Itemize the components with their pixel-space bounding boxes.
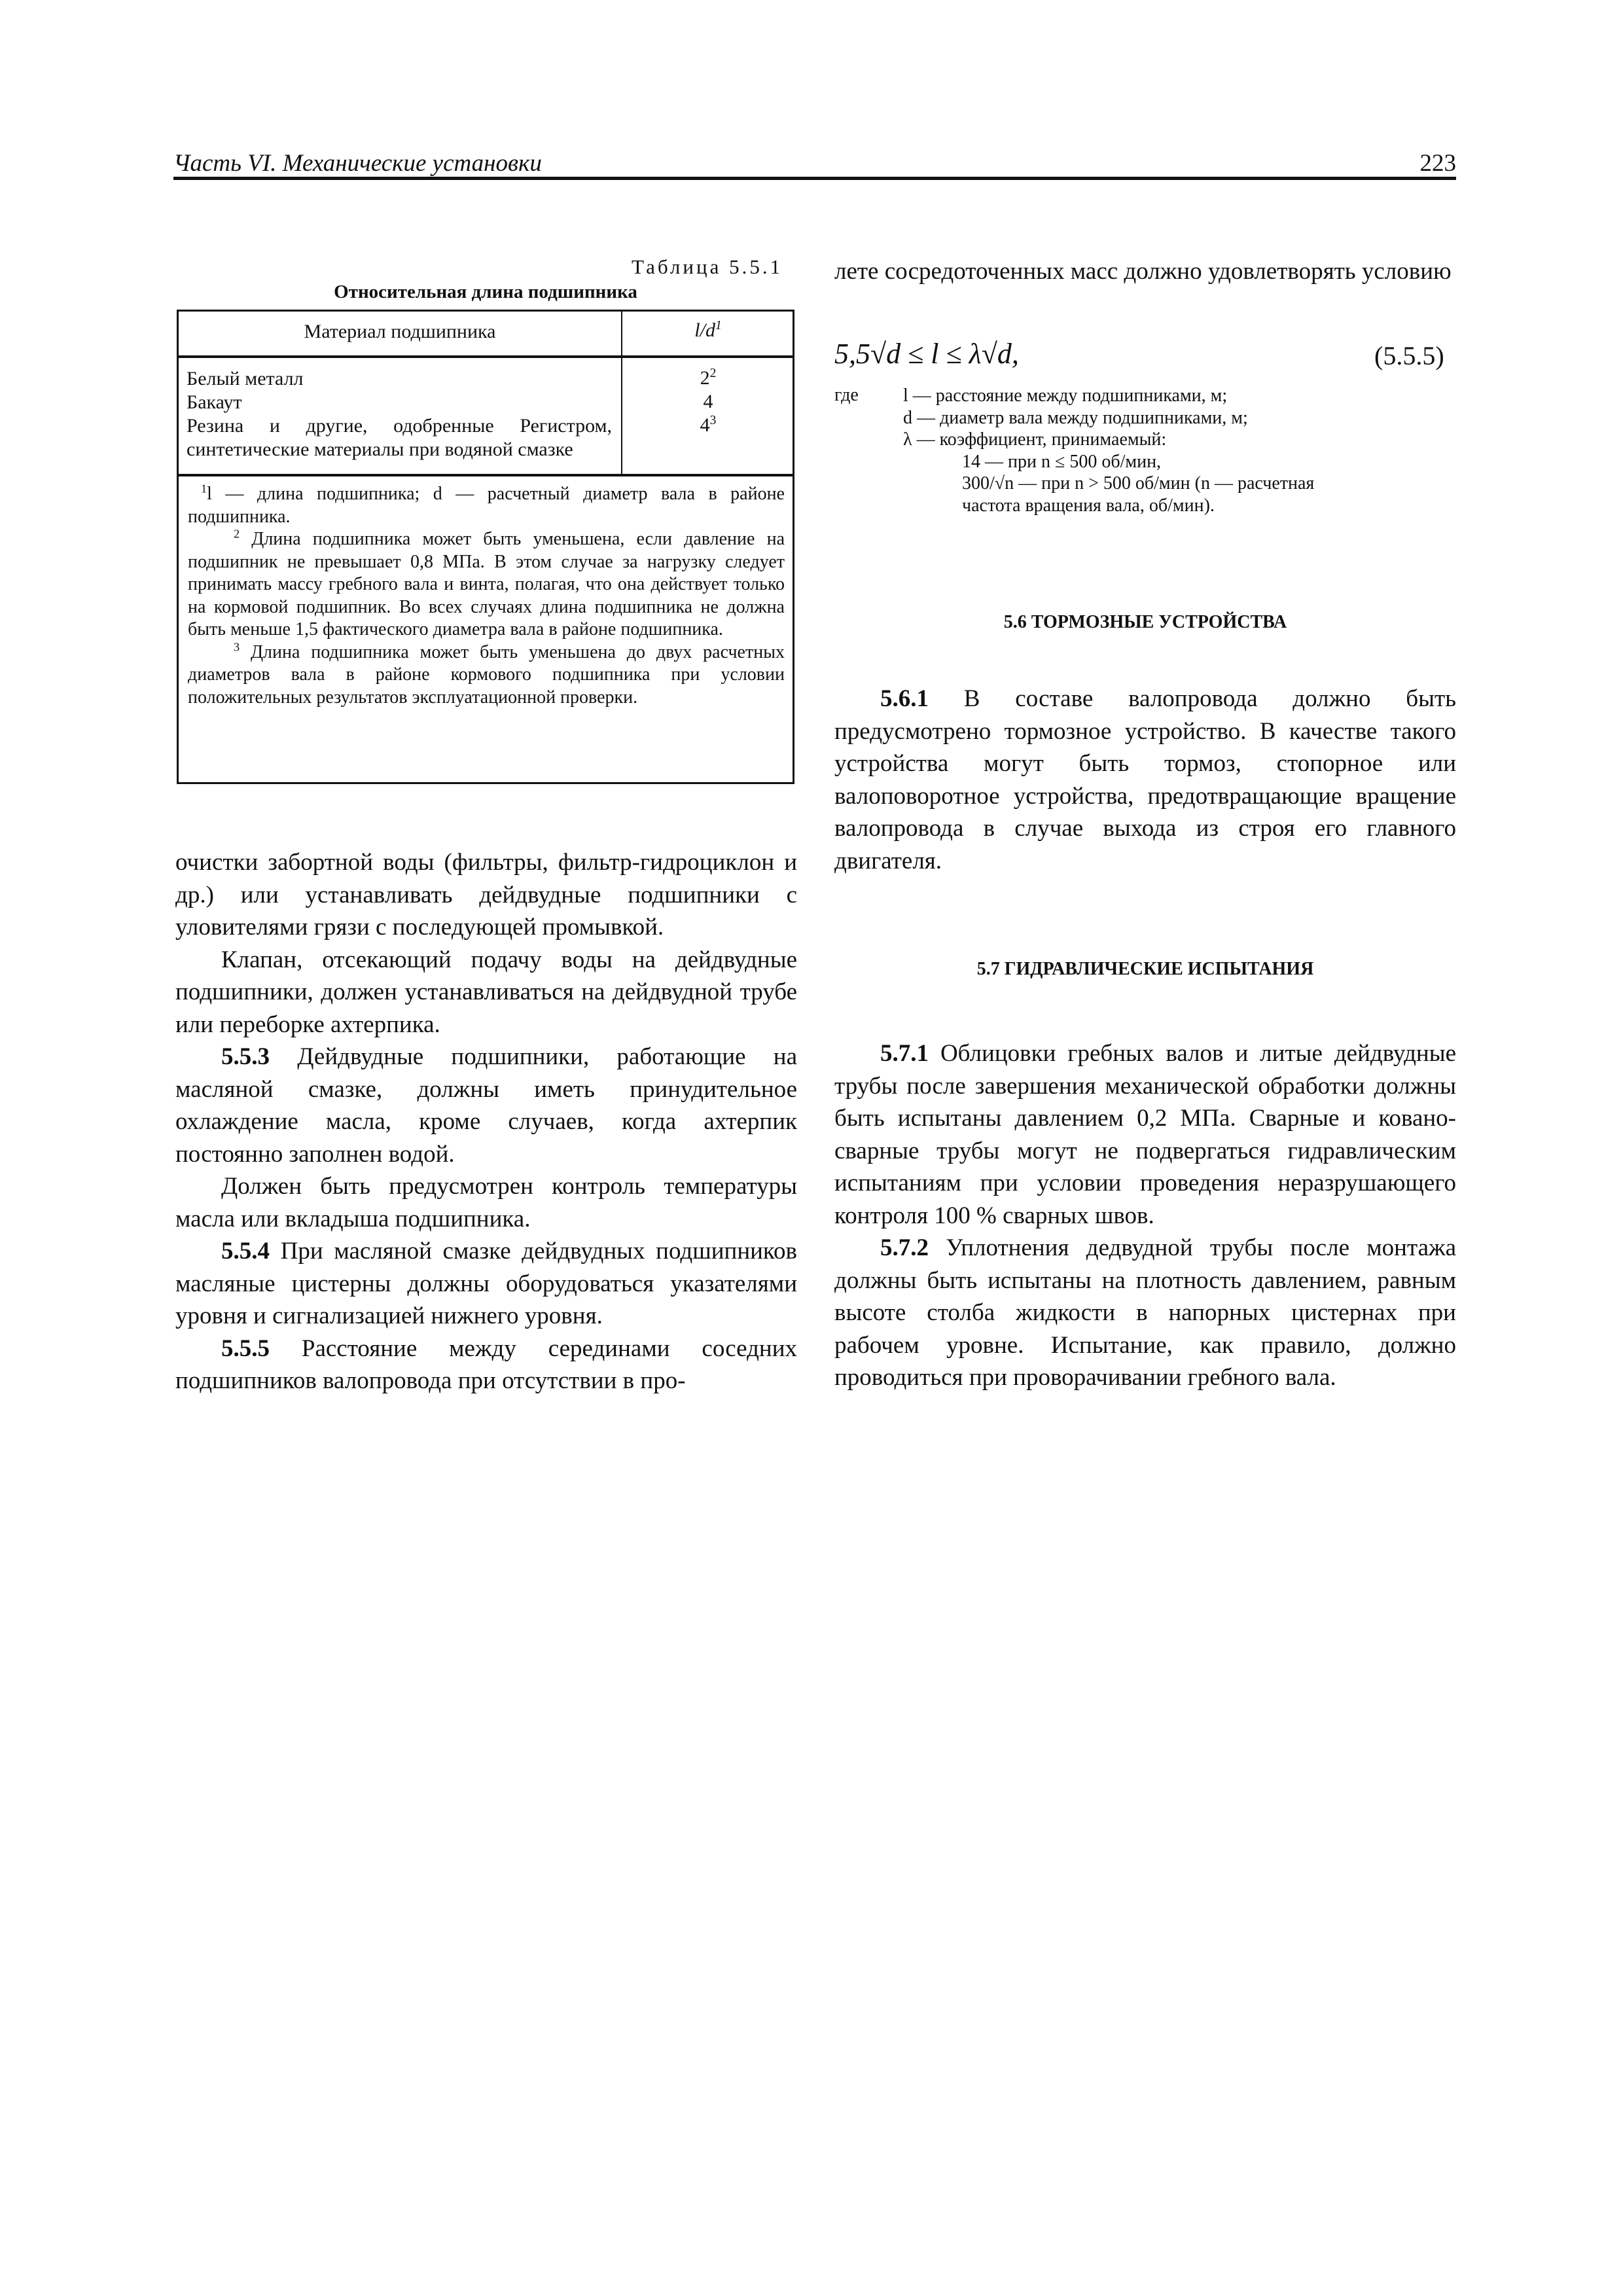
paragraph: очистки забортной воды (фильтры, фильтр-гидроциклон и др.) или устанавливать дейдвудные подшипники с уловителями грязи с последующей промывкой. [175, 849, 797, 941]
clause-text: Уплотнения дедвудной трубы после монтажа должны быть испытаны на плотность давлением, равным высоте столба жидкости в напорных цистернах при рабочем уровне. Испытание, как правило, должно проводиться при проворачивании гребного вала. [834, 1234, 1456, 1391]
legend-item: 14 — при n ≤ 500 об/мин, [962, 451, 1162, 472]
table-row-value [622, 391, 794, 413]
note-text: l — длина подшипника; d — расчетный диаметр вала в районе подшипника. [188, 484, 785, 527]
clause-text: В составе валопровода должно быть предусмотрено тормозное устройство. В качестве такого устройства могут быть тормоз, стопорное или валоповоротное устройства, предотвращающие вращение валопровода в случае выхода из строя его главного двигателя. [834, 685, 1456, 874]
table-row-material: Бакаут [187, 391, 242, 413]
note-text: Длина подшипника может быть уменьшена до двух расчетных диаметров вала в районе кормового подшипника при условии положительных результатов эксплуатационной проверки. [188, 641, 785, 708]
formula-number: (5.5.5) [1374, 341, 1444, 370]
legend-item: l — расстояние между подшипниками, м; [903, 386, 1228, 406]
formula: 5,5√d ≤ l ≤ λ√d, [834, 338, 1019, 370]
note-sup: 1 [201, 482, 207, 495]
legend-item: частота вращения вала, об/мин). [962, 495, 1215, 516]
page-number: 223 [1419, 150, 1456, 177]
table-row-material: Резина и другие, одобренные Регистром, синтетические материалы при водяной смазке [187, 415, 612, 460]
value-sup: 3 [709, 414, 717, 427]
left-column [175, 846, 797, 1397]
table-note [188, 528, 785, 641]
paragraph: Клапан, отсекающий подачу воды на дейдвудные подшипники, должен устанавливаться на дейдвудной трубе или переборке ахтерпика. [175, 946, 797, 1038]
right-column-intro: лете сосредоточенных масс должно удовлетворять условию [834, 258, 1452, 285]
clause-text: Расстояние между серединами соседних подшипников валопровода при отсутствии в про- [175, 1335, 797, 1394]
section-5-7-text [834, 1037, 1456, 1394]
table-row-value [622, 367, 794, 389]
paragraph [175, 1333, 797, 1397]
paragraph [175, 1235, 797, 1333]
section-heading-5-6: 5.6 ТОРМОЗНЫЕ УСТРОЙСТВА [1003, 612, 1287, 632]
clause-number: 5.7.1 [880, 1040, 929, 1067]
table-notes [188, 483, 785, 709]
table-header-rule [179, 355, 793, 358]
where-label: где [834, 385, 859, 405]
legend-item: d — диаметр вала между подшипниками, м; [903, 407, 1248, 428]
table-header-ratio [622, 319, 794, 342]
clause-number: 5.5.3 [221, 1043, 270, 1070]
ratio-label: l/d [694, 319, 715, 341]
clause-number: 5.5.4 [221, 1238, 270, 1265]
clause-5-6-1 [834, 683, 1456, 877]
paragraph [834, 683, 1456, 877]
value: 4 [700, 414, 710, 436]
clause-text: Облицовки гребных валов и литые дейдвудные трубы после завершения механической обработки должны быть испытаны давлением 0,2 МПа. Сварные и ковано-сварные трубы могут не подвергаться гидравлическим испытаниям при условии проведения неразрушающего контроля 100 % сварных швов. [834, 1040, 1456, 1229]
table-caption-title: Относительная длина подшипника [334, 281, 637, 302]
ratio-sup: 1 [715, 319, 722, 332]
note-sup: 3 [234, 640, 240, 654]
paragraph [175, 1041, 797, 1170]
clause-number: 5.6.1 [880, 685, 929, 712]
section-heading-5-7: 5.7 ГИДРАВЛИЧЕСКИЕ ИСПЫТАНИЯ [976, 959, 1314, 979]
clause-number: 5.5.5 [221, 1335, 270, 1362]
value: 2 [700, 367, 710, 389]
header-rule [173, 177, 1456, 180]
paragraph [834, 1232, 1456, 1394]
value-sup: 2 [709, 367, 717, 380]
legend-item: 300/√n — при n > 500 об/мин (n — расчетная [962, 473, 1315, 493]
clause-number: 5.7.2 [880, 1234, 929, 1261]
table-header-material: Материал подшипника [304, 321, 496, 342]
value: 4 [703, 391, 713, 412]
bearing-length-table [177, 310, 794, 784]
note-text: Длина подшипника может быть уменьшена, если давление на подшипник не превышает 0,8 МПа. В этом случае за нагрузку следует принимать массу гребного вала и винта, полагая, что она действует только на кормовой подшипник. Во всех случаях длина подшипника не должна быть меньше 1,5 фактического диаметра вала в районе подшипника. [188, 529, 785, 639]
paragraph: Должен быть предусмотрен контроль температуры масла или вкладыша подшипника. [175, 1173, 797, 1232]
legend-item: λ — коэффициент, принимаемый: [903, 429, 1167, 450]
formula-legend [903, 385, 1459, 516]
running-title: Часть VI. Механические установки [173, 150, 542, 177]
table-note [188, 641, 785, 709]
table-note [188, 483, 785, 528]
table-row-material: Белый металл [187, 368, 304, 389]
paragraph [834, 1037, 1456, 1232]
table-caption-number: Таблица 5.5.1 [632, 255, 783, 278]
clause-text: При масляной смазке дейдвудных подшипников масляные цистерны должны оборудоваться указателями уровня и сигнализацией нижнего уровня. [175, 1238, 797, 1329]
table-notes-rule [179, 474, 793, 476]
note-sup: 2 [234, 527, 240, 541]
table-row-value [622, 414, 794, 437]
clause-text: Дейдвудные подшипники, работающие на масляной смазке, должны иметь принудительное охлаждение масла, кроме случаев, когда ахтерпик постоянно заполнен водой. [175, 1043, 797, 1168]
